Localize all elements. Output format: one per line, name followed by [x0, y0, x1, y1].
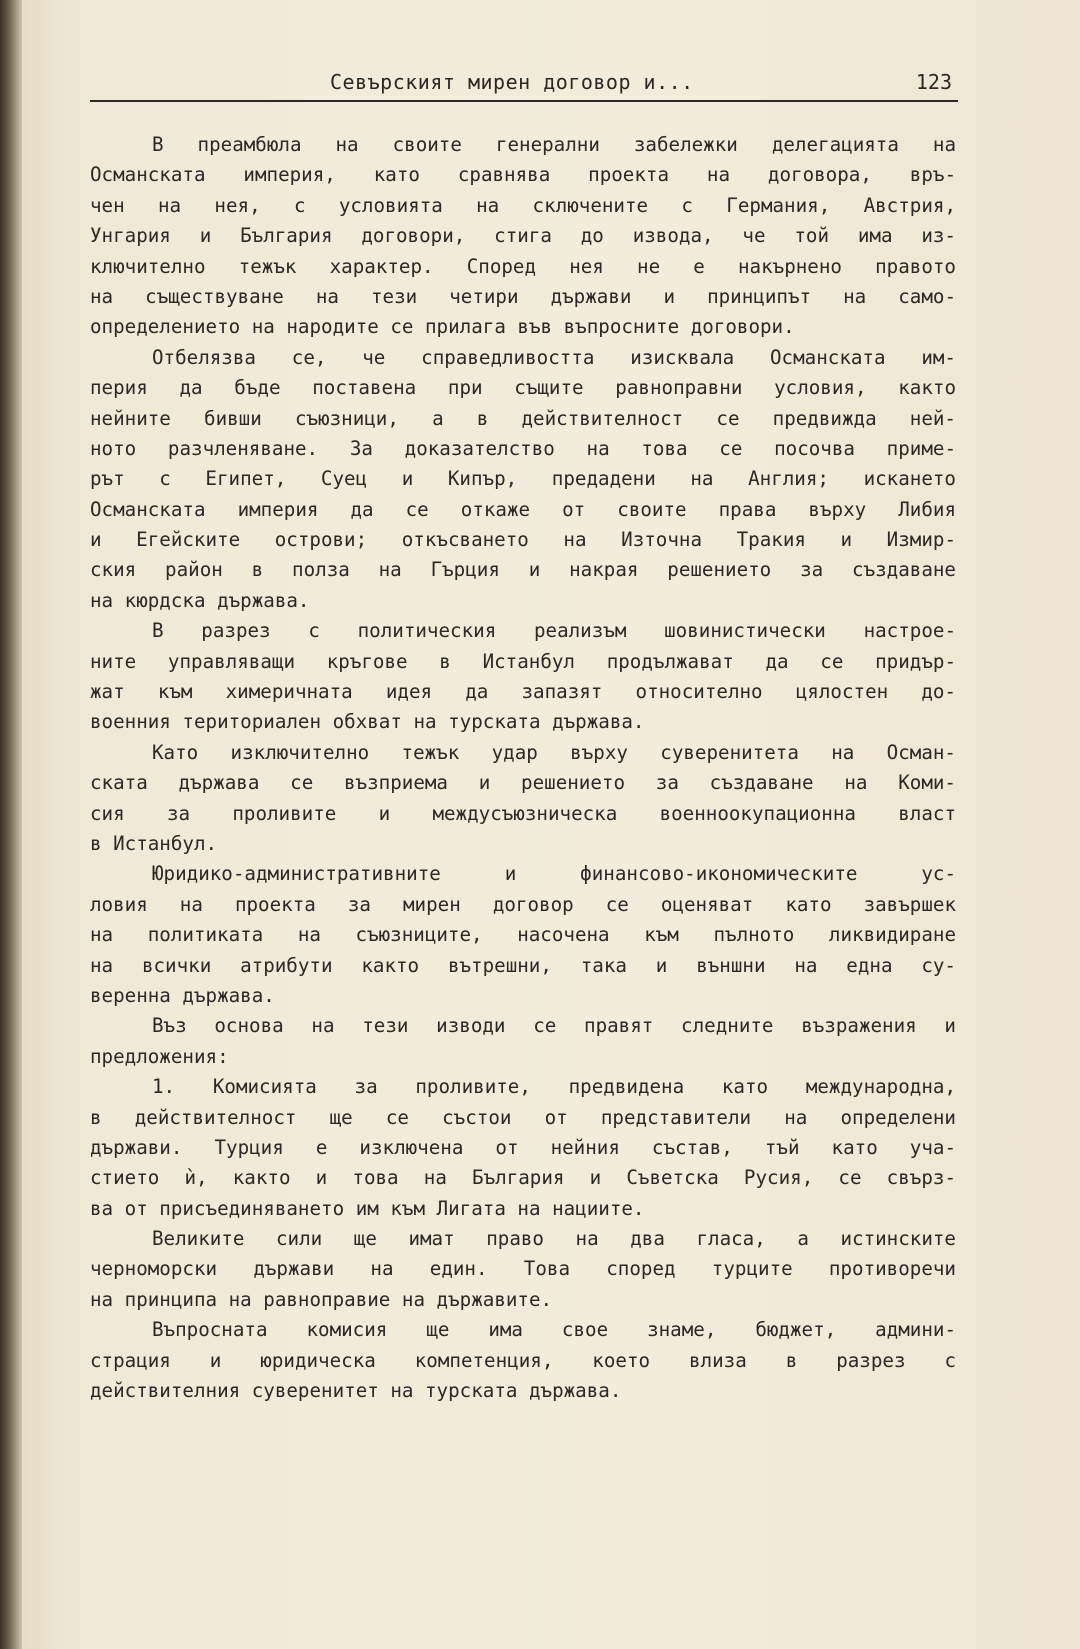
text-line: Въз основа на тези изводи се правят следните възражения и: [152, 1014, 956, 1038]
text-line: Като изключително тежък удар върху суверенитета на Осман-: [152, 740, 956, 764]
book-spine-shadow: [0, 0, 22, 1649]
text-line: в действителност ще се състои от представители на определени: [90, 1105, 956, 1129]
running-title: Севърският мирен договор и...: [330, 70, 694, 94]
text-line: В разрез с политическия реализъм шовинистически настрое-: [152, 619, 956, 643]
text-line: сия за проливите и междусъюзническа военноокупационна власт: [90, 801, 956, 825]
text-line: Юридико-административните и финансово-икономическите ус-: [152, 862, 956, 886]
paragraph: [90, 130, 956, 343]
text-line: черноморски държави на един. Това според турците противоречи: [90, 1257, 956, 1281]
text-line: рът с Египет, Суец и Кипър, предадени на Англия; искането: [90, 467, 956, 491]
text-line: на политиката на съюзниците, насочена към пълното ликвидиране: [90, 923, 956, 947]
text-line: стието ѝ, както и това на България и Съветска Русия, се свърз-: [90, 1166, 956, 1190]
text-line: държави. Турция е изключена от нейния състав, тъй като уча-: [90, 1135, 956, 1159]
paragraph: [90, 616, 956, 738]
text-line: в Истанбул.: [90, 831, 218, 855]
text-line: Въпросната комисия ще има свое знаме, бюджет, админи-: [152, 1318, 956, 1342]
text-line: чен на нея, с условията на сключените с Германия, Австрия,: [90, 193, 956, 217]
text-line: на всички атрибути както вътрешни, така и външни на една су-: [90, 953, 956, 977]
body-text: [90, 130, 956, 1406]
text-line: страция и юридическа компетенция, което влиза в разрез с: [90, 1348, 956, 1372]
text-line: Великите сили ще имат право на два гласа, а истинските: [152, 1227, 956, 1251]
text-line: ключително тежък характер. Според нея не е накърнено правото: [90, 254, 956, 278]
text-line: Османската империя да се откаже от своите права върху Либия: [90, 497, 956, 521]
page-number: 123: [915, 70, 952, 94]
text-line: жат към химеричната идея да запазят относително цялостен до-: [90, 680, 956, 704]
text-line: ва от присъединяването им към Лигата на нациите.: [90, 1196, 645, 1220]
text-line: В преамбюла на своите генерални забележки делегацията на: [152, 133, 956, 156]
text-line: ното разчленяване. За доказателство на това се посочва приме-: [90, 436, 956, 460]
text-line: на кюрдска държава.: [90, 588, 310, 612]
text-line: определението на народите се прилага във въпросните договори.: [90, 315, 795, 339]
text-line: военния териториален обхват на турската държава.: [90, 710, 645, 734]
text-line: 1. Комисията за проливите, предвидена като международна,: [152, 1075, 956, 1099]
text-line: веренна държава.: [90, 983, 275, 1007]
text-line: действителния суверенитет на турската държава.: [90, 1379, 622, 1403]
text-line: Унгария и България договори, стига до извода, че той има из-: [90, 224, 956, 248]
text-line: ловия на проекта за мирен договор се оценяват като завършек: [90, 892, 956, 916]
paragraph: [90, 1224, 956, 1315]
paragraph: [90, 1315, 956, 1406]
text-line: на съществуване на тези четири държави и принципът на само-: [90, 284, 956, 308]
text-line: на принципа на равноправие на държавите.: [90, 1287, 553, 1311]
text-line: Отбелязва се, че справедливостта изисквала Османската им-: [152, 345, 956, 369]
paragraph: [90, 343, 956, 617]
paragraph: [90, 1011, 956, 1072]
text-line: ския район в полза на Гърция и накрая решението за създаване: [90, 558, 956, 582]
text-line: ните управляващи кръгове в Истанбул продължават да се придър-: [90, 649, 956, 673]
text-line: ската държава се възприема и решението за създаване на Коми-: [90, 771, 956, 795]
text-line: и Егейските острови; откъсването на Източна Тракия и Измир-: [90, 528, 956, 552]
text-line: Османската империя, като сравнява проекта на договора, връ-: [90, 163, 956, 187]
text-line: предложения:: [90, 1044, 229, 1068]
paragraph: [90, 859, 956, 1011]
paragraph: [90, 1072, 956, 1224]
text-line: нейните бивши съюзници, а в действителност се предвижда ней-: [90, 406, 956, 430]
text-line: перия да бъде поставена при същите равноправни условия, както: [90, 376, 956, 400]
paragraph: [90, 738, 956, 860]
running-header: [90, 66, 958, 102]
